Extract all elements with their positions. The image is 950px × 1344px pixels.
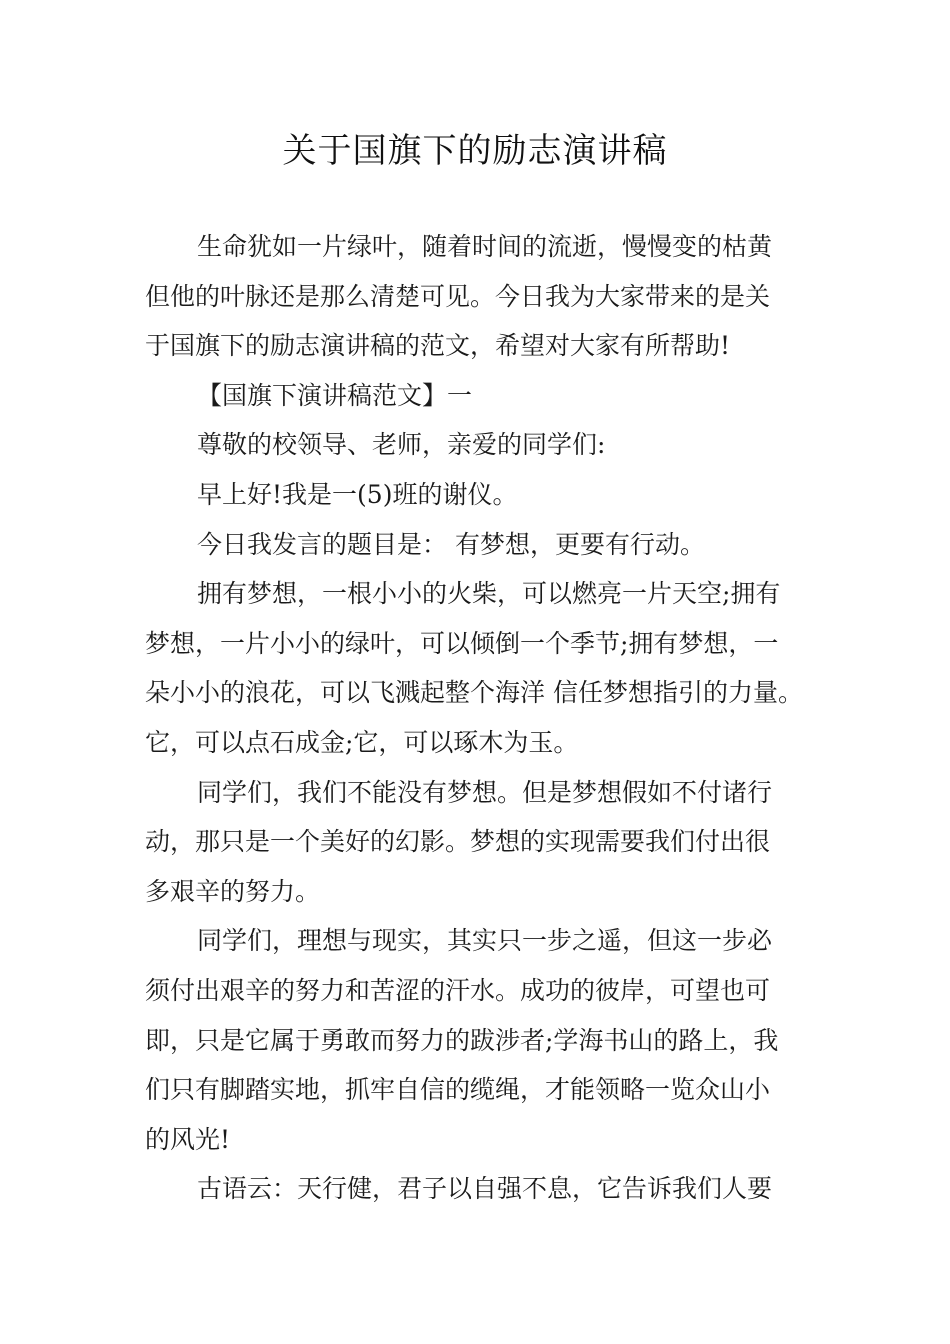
text-line: 【国旗下演讲稿范文】一 <box>197 380 473 410</box>
text-line: 同学们，我们不能没有梦想。但是梦想假如不付诸行 <box>197 777 773 807</box>
text-line: 梦想，一片小小的绿叶，可以倾倒一个季节;拥有梦想，一 <box>145 628 779 658</box>
text-line: 拥有梦想，一根小小的火柴，可以燃亮一片天空;拥有 <box>197 579 781 609</box>
text-line: 于国旗下的励志演讲稿的范文，希望对大家有所帮助! <box>145 331 731 361</box>
section-heading <box>145 371 817 421</box>
text-line: 古语云：天行健，君子以自强不息，它告诉我们人要 <box>197 1174 773 1204</box>
text-line: 但他的叶脉还是那么清楚可见。今日我为大家带来的是关 <box>145 281 771 311</box>
text-line: 它，可以点石成金;它，可以琢木为玉。 <box>145 727 579 757</box>
paragraph <box>145 1164 817 1214</box>
document-body <box>145 222 817 1214</box>
text-line: 早上好!我是一(5)班的谢仪。 <box>197 479 518 509</box>
text-line: 们只有脚踏实地，抓牢自信的缆绳，才能领略一览众山小 <box>145 1075 771 1105</box>
greeting <box>145 470 817 520</box>
document-title: 关于国旗下的励志演讲稿 <box>282 131 668 171</box>
text-line: 即，只是它属于勇敢而努力的跋涉者;学海书山的路上，我 <box>145 1025 779 1055</box>
paragraph <box>145 768 817 917</box>
paragraph <box>145 916 817 1164</box>
speech-topic <box>145 520 817 570</box>
text-line: 朵小小的浪花，可以飞溅起整个海洋 信任梦想指引的力量。 <box>145 678 803 708</box>
text-line: 今日我发言的题目是： 有梦想，更要有行动。 <box>197 529 705 559</box>
text-line: 多艰辛的努力。 <box>145 876 321 906</box>
text-line: 的风光! <box>145 1124 231 1154</box>
text-line: 生命犹如一片绿叶，随着时间的流逝，慢慢变的枯黄 <box>197 232 773 261</box>
text-line: 同学们，理想与现实，其实只一步之遥，但这一步必 <box>197 926 773 956</box>
text-line: 动，那只是一个美好的幻影。梦想的实现需要我们付出很 <box>145 827 771 857</box>
paragraph <box>145 222 817 371</box>
paragraph <box>145 569 817 767</box>
text-line: 须付出艰辛的努力和苦涩的汗水。成功的彼岸，可望也可 <box>145 975 771 1005</box>
text-line: 尊敬的校领导、老师，亲爱的同学们: <box>197 430 606 460</box>
salutation <box>145 420 817 470</box>
